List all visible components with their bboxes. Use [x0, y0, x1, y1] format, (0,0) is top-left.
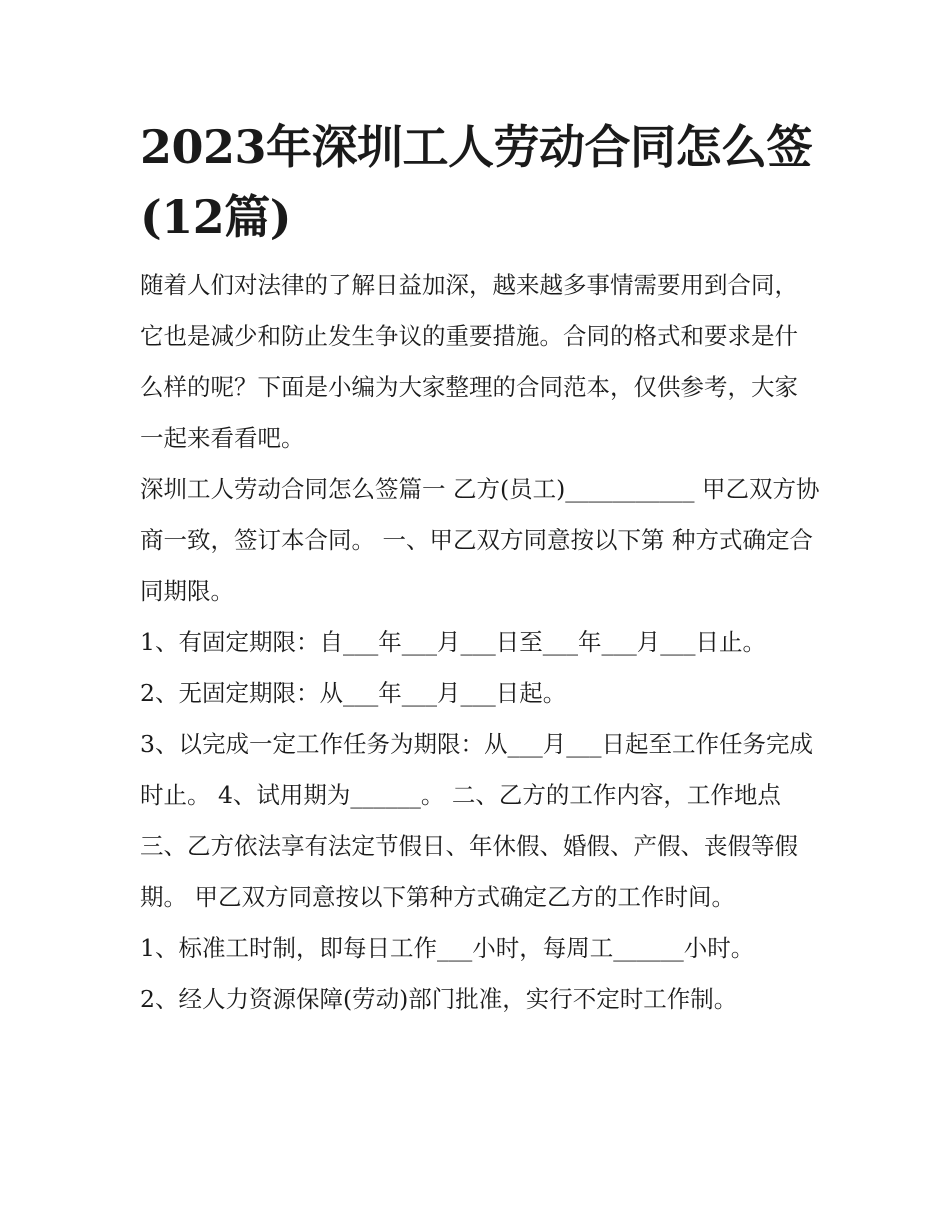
document-body: [140, 112, 820, 1025]
leave-paragraph: 三、乙方依法享有法定节假日、年休假、婚假、产假、丧假等假期。 甲乙双方同意按以下第种方式确定乙方的工作时间。: [140, 832, 798, 911]
term-fixed-paragraph: 1、有固定期限：自___年___月___日至___年___月___日止。: [140, 628, 766, 656]
contract-opening-paragraph: 深圳工人劳动合同怎么签篇一 乙方(员工)___________ 甲乙双方协商一致，签订本合同。 一、甲乙双方同意按以下第 种方式确定合同期限。: [140, 475, 820, 605]
flexible-hours-paragraph: 2、经人力资源保障(劳动)部门批准，实行不定时工作制。: [140, 985, 738, 1013]
standard-hours-paragraph: 1、标准工时制，即每日工作___小时，每周工______小时。: [140, 934, 755, 962]
term-open-paragraph: 2、无固定期限：从___年___月___日起。: [140, 679, 567, 707]
term-task-paragraph: 3、以完成一定工作任务为期限：从___月___日起至工作任务完成时止。 4、试用期为______。 二、乙方的工作内容，工作地点: [140, 730, 813, 809]
intro-paragraph: 随着人们对法律的了解日益加深，越来越多事情需要用到合同，它也是减少和防止发生争议的重要措施。合同的格式和要求是什么样的呢？下面是小编为大家整理的合同范本，仅供参考，大家一起来看看吧。: [140, 271, 798, 452]
document-title: 2023年深圳工人劳动合同怎么签(12篇): [140, 120, 813, 244]
